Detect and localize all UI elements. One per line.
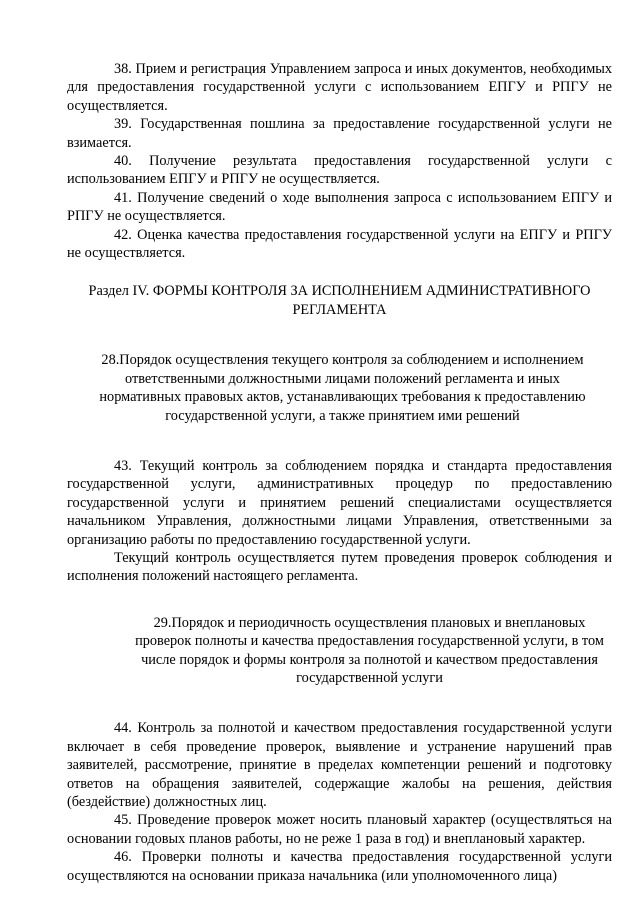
paragraph-38: 38. Прием и регистрация Управлением запроса и иных документов, необходимых для предоставления государственной услуги с использованием ЕПГУ и РПГУ не осуществляется.: [67, 61, 612, 114]
document-page: [67, 60, 612, 885]
paragraph-39: 39. Государственная пошлина за предоставление государственной услуги не взимается.: [67, 116, 612, 151]
paragraph-43: 43. Текущий контроль за соблюдением порядка и стандарта предоставления государственной услуги, административных процедур по предоставлению государственной услуги и принятием решений специалистами осуществляется начальником Управления, должностными лицами Управления, ответственными за организацию работы по предоставлению государственной услуги.: [67, 457, 612, 548]
subheading-29: 29.Порядок и периодичность осуществления плановых и внеплановых проверок полноты и качества предоставления государственной услуги, в том числе порядок и формы контроля за полнотой и качеством предоставления государственной услуги: [135, 614, 604, 686]
paragraph-40: 40. Получение результата предоставления государственной услуги с использованием ЕПГУ и РПГУ не осуществляется.: [67, 153, 612, 188]
paragraph-43-continued: Текущий контроль осуществляется путем проведения проверок соблюдения и исполнения положений настоящего регламента.: [67, 549, 612, 585]
subheading-28: 28.Порядок осуществления текущего контроля за соблюдением и исполнением ответственными должностными лицами положений регламента и иных нормативных правовых актов, устанавливающих требования к предоставлению государственной услуги, а также принятием ими решений: [99, 352, 586, 424]
paragraph-46: 46. Проверки полноты и качества предоставления государственной услуги осуществляются на основании приказа начальника (или уполномоченного лица): [67, 849, 612, 884]
paragraph-45: 45. Проведение проверок может носить плановый характер (осуществляться на основании годовых планов работы, но не реже 1 раза в год) и внеплановый характер.: [67, 812, 612, 847]
paragraph-44: 44. Контроль за полнотой и качеством предоставления государственной услуги включает в себя проведение проверок, выявление и устранение нарушений прав заявителей, рассмотрение, принятие в пределах компетенции решений и подготовку ответов на обращения заявителей, содержащие жалобы на решения, действия (бездействие) должностных лиц.: [67, 720, 612, 810]
paragraph-42: 42. Оценка качества предоставления государственной услуги на ЕПГУ и РПГУ не осуществляется.: [67, 226, 612, 262]
paragraph-41: 41. Получение сведений о ходе выполнения запроса с использованием ЕПГУ и РПГУ не осуществляется.: [67, 189, 612, 225]
section-title: Раздел IV. ФОРМЫ КОНТРОЛЯ ЗА ИСПОЛНЕНИЕМ АДМИНИСТРАТИВНОГО РЕГЛАМЕНТА: [88, 283, 591, 318]
